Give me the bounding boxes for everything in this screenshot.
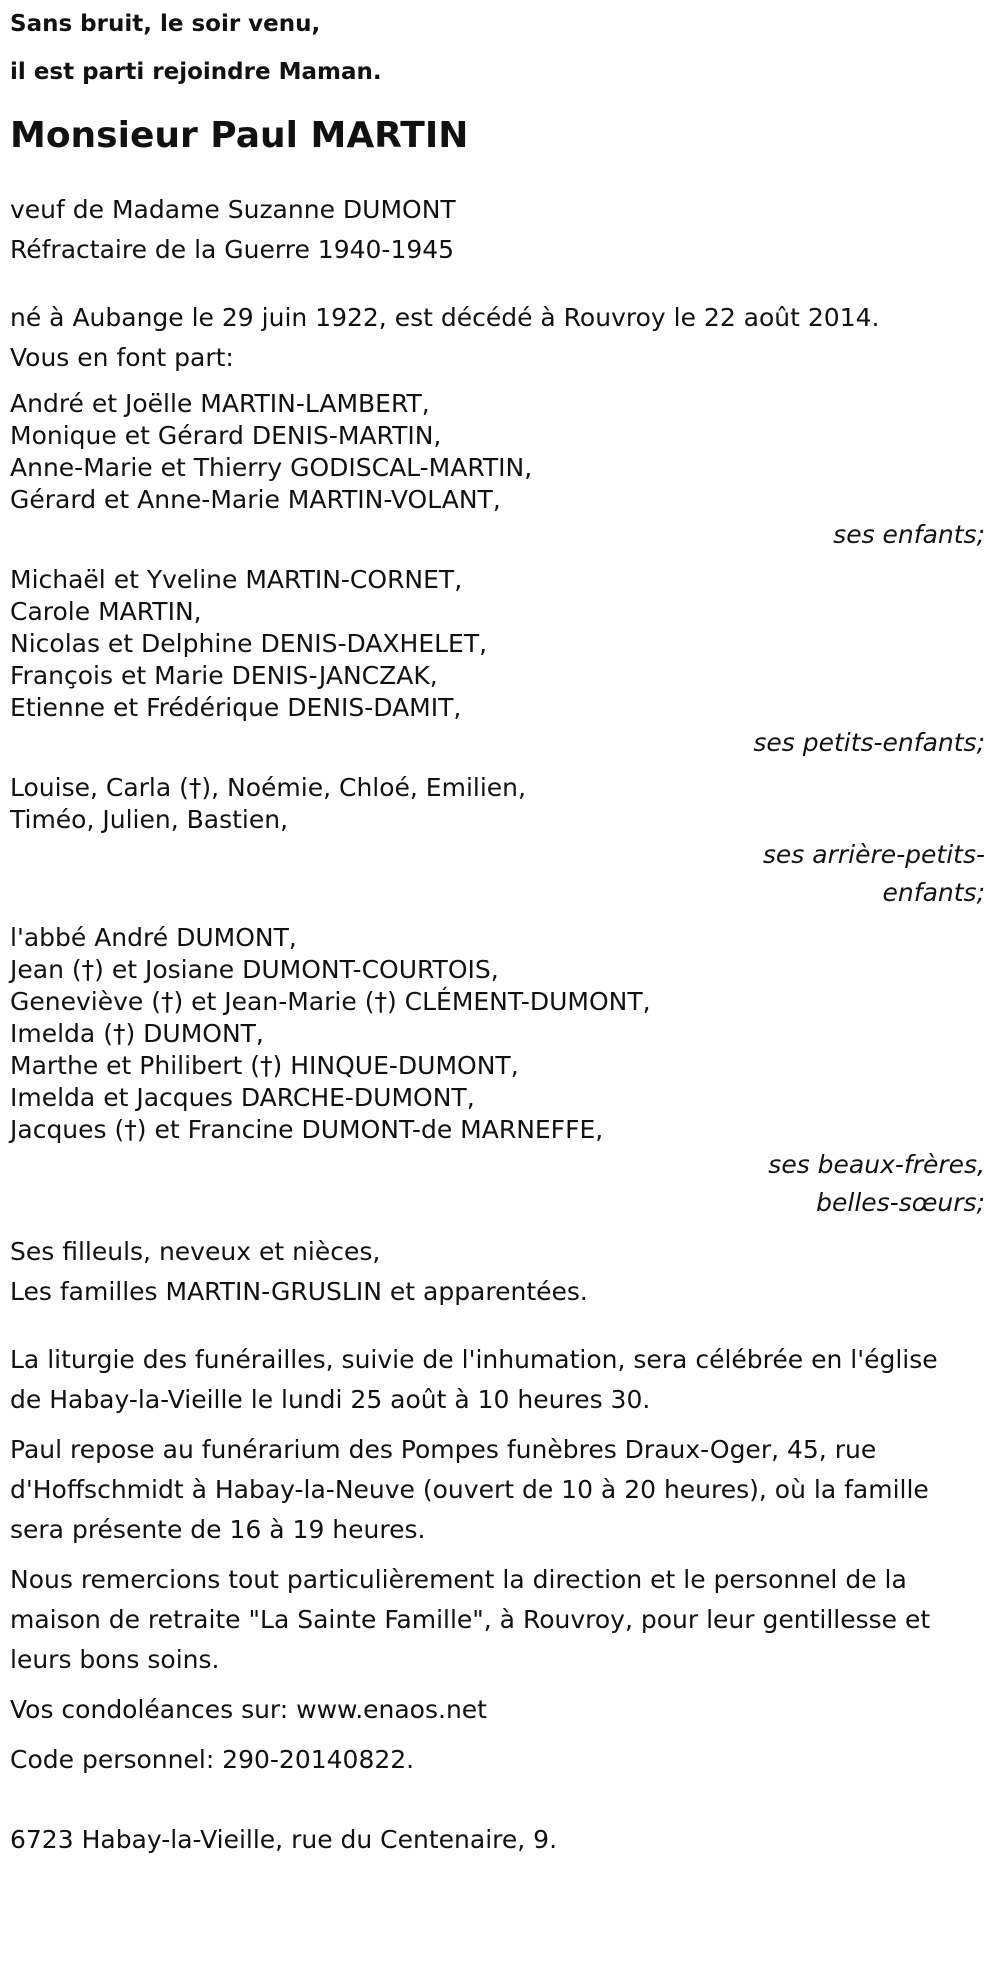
- list-item: Imelda (†) DUMONT,: [10, 1019, 264, 1048]
- liturgy-paragraph: [10, 1340, 985, 1420]
- thanks-paragraph: [10, 1560, 985, 1680]
- great-grandchildren-label-2: enfants;: [882, 878, 985, 907]
- list-item: Geneviève (†) et Jean-Marie (†) CLÉMENT-DUMONT,: [10, 987, 651, 1016]
- rest-line-1: Paul repose au funérarium des Pompes funèbres Draux-Oger, 45, rue: [10, 1435, 877, 1464]
- list-item: Jean (†) et Josiane DUMONT-COURTOIS,: [10, 955, 499, 984]
- deceased-name: Monsieur Paul MARTIN: [10, 115, 469, 156]
- announce-line: Vous en font part:: [10, 343, 234, 372]
- in-laws-label-1: ses beaux-frères,: [768, 1150, 985, 1179]
- list-item: François et Marie DENIS-JANCZAK,: [10, 661, 438, 690]
- great-grandchildren-label-1: ses arrière-petits-: [762, 840, 985, 869]
- in-laws-label-2: belles-sœurs;: [816, 1188, 985, 1217]
- thanks-line-1: Nous remercions tout particulièrement la direction et le personnel de la: [10, 1565, 907, 1594]
- list-item: Imelda et Jacques DARCHE-DUMONT,: [10, 1083, 475, 1112]
- list-item: l'abbé André DUMONT,: [10, 923, 297, 952]
- list-item: Timéo, Julien, Bastien,: [10, 805, 289, 834]
- children-label: ses enfants;: [833, 520, 985, 549]
- honorific-title: Réfractaire de la Guerre 1940-1945: [10, 235, 455, 264]
- personal-code: Code personnel: 290-20140822.: [10, 1745, 415, 1774]
- obituary-notice: [10, 0, 985, 1860]
- list-item: Gérard et Anne-Marie MARTIN-VOLANT,: [10, 485, 501, 514]
- rest-line-3: sera présente de 16 à 19 heures.: [10, 1515, 426, 1544]
- intro-line-1: Sans bruit, le soir venu,: [10, 11, 321, 37]
- list-item: Anne-Marie et Thierry GODISCAL-MARTIN,: [10, 453, 533, 482]
- grandchildren-label: ses petits-enfants;: [753, 728, 985, 757]
- spouse-line: veuf de Madame Suzanne DUMONT: [10, 195, 456, 224]
- children-list: [10, 388, 985, 554]
- list-item: Jacques (†) et Francine DUMONT-de MARNEFFE,: [10, 1115, 604, 1144]
- list-item: Louise, Carla (†), Noémie, Chloé, Emilien,: [10, 773, 526, 802]
- address-line: 6723 Habay-la-Vieille, rue du Centenaire, 9.: [10, 1825, 558, 1854]
- grandchildren-list: [10, 564, 985, 762]
- thanks-line-2: maison de retraite "La Sainte Famille", à Rouvroy, pour leur gentillesse et: [10, 1605, 931, 1634]
- great-grandchildren-list: [10, 772, 985, 912]
- list-item: Monique et Gérard DENIS-MARTIN,: [10, 421, 442, 450]
- list-item: André et Joëlle MARTIN-LAMBERT,: [10, 389, 430, 418]
- list-item: Marthe et Philibert (†) HINQUE-DUMONT,: [10, 1051, 519, 1080]
- in-laws-list: [10, 922, 985, 1222]
- list-item: Nicolas et Delphine DENIS-DAXHELET,: [10, 629, 488, 658]
- others-line-2: Les familles MARTIN-GRUSLIN et apparentées.: [10, 1277, 588, 1306]
- liturgy-line-1: La liturgie des funérailles, suivie de l'inhumation, sera célébrée en l'église: [10, 1345, 938, 1374]
- thanks-line-3: leurs bons soins.: [10, 1645, 220, 1674]
- list-item: Carole MARTIN,: [10, 597, 202, 626]
- intro-line-2: il est parti rejoindre Maman.: [10, 59, 382, 85]
- birth-death-line: né à Aubange le 29 juin 1922, est décédé à Rouvroy le 22 août 2014.: [10, 303, 880, 332]
- others-line-1: Ses filleuls, neveux et nièces,: [10, 1237, 381, 1266]
- list-item: Michaël et Yveline MARTIN-CORNET,: [10, 565, 463, 594]
- condolences-line: Vos condoléances sur: www.enaos.net: [10, 1695, 487, 1724]
- rest-line-2: d'Hoffschmidt à Habay-la-Neuve (ouvert de 10 à 20 heures), où la famille: [10, 1475, 929, 1504]
- rest-paragraph: [10, 1430, 985, 1550]
- liturgy-line-2: de Habay-la-Vieille le lundi 25 août à 10 heures 30.: [10, 1385, 651, 1414]
- list-item: Etienne et Frédérique DENIS-DAMIT,: [10, 693, 462, 722]
